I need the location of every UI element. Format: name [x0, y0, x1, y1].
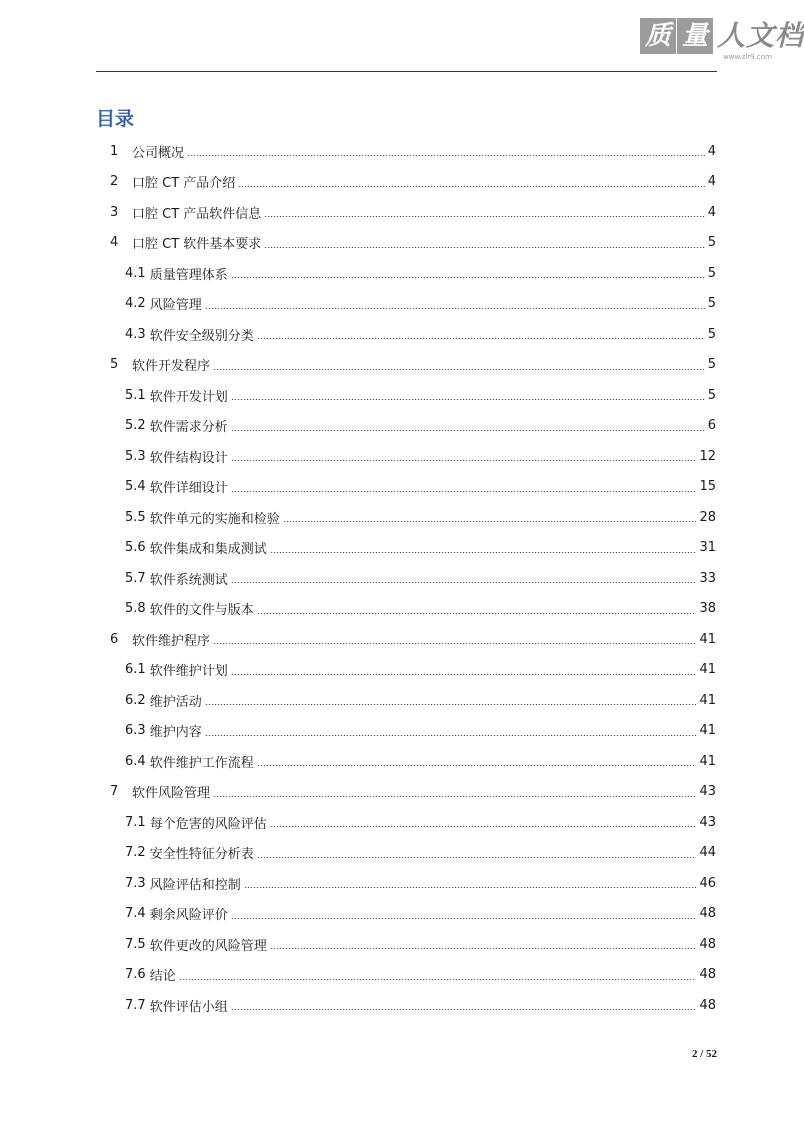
toc-entry-label: 软件详细设计	[149, 481, 228, 496]
toc-leader-dots	[257, 338, 705, 339]
toc-entry-number: 7.6	[125, 967, 146, 982]
toc-entry-page: 5	[707, 357, 716, 372]
logo-box-2: 量	[677, 18, 713, 54]
toc-entry[interactable]	[125, 258, 716, 288]
toc-leader-dots	[205, 308, 705, 309]
toc-entry-label: 软件风险管理	[132, 786, 211, 801]
toc-entry-number: 5.2	[125, 418, 146, 433]
toc-leader-dots	[257, 765, 697, 766]
toc-entry-label: 软件更改的风险管理	[149, 938, 267, 954]
toc-entry[interactable]	[125, 502, 716, 532]
toc-entry[interactable]	[125, 289, 716, 319]
toc-entry[interactable]	[110, 624, 716, 654]
toc-entry-page: 48	[699, 906, 716, 921]
toc-entry-label: 软件开发程序	[132, 359, 211, 374]
toc-entry[interactable]	[110, 167, 716, 197]
toc-entry-page: 5	[707, 235, 716, 250]
toc-entry-number: 7	[110, 784, 119, 799]
toc-entry-number: 6.4	[125, 753, 146, 769]
toc-entry-label: 剩余风险评价	[149, 908, 228, 923]
toc-entry-label: 安全性特征分析表	[149, 847, 254, 862]
toc-entry-label: 风险评估和控制	[149, 877, 241, 893]
toc-entry-page: 5	[707, 326, 716, 342]
toc-entry-page: 31	[699, 540, 716, 555]
toc-entry-label: 质量管理体系	[149, 267, 228, 283]
toc-entry[interactable]	[125, 563, 716, 593]
toc-entry-page: 48	[699, 967, 716, 982]
toc-entry[interactable]	[110, 777, 716, 807]
toc-entry-page: 41	[699, 631, 716, 647]
toc-entry-number: 7.1	[125, 814, 146, 830]
toc-leader-dots	[213, 643, 696, 644]
toc-entry-label: 软件维护程序	[132, 633, 211, 649]
toc-entry-label: 软件开发计划	[149, 389, 228, 405]
toc-leader-dots	[257, 857, 697, 858]
toc-entry-number: 5.4	[125, 479, 146, 494]
toc-entry-page: 48	[699, 936, 716, 952]
toc-entry-number: 7.7	[125, 997, 146, 1013]
toc-entry-number: 3	[110, 204, 119, 220]
toc-leader-dots	[231, 1009, 697, 1010]
toc-leader-dots	[270, 552, 697, 553]
toc-entry-page: 5	[707, 265, 716, 281]
toc-entry-number: 4.2	[125, 296, 146, 311]
toc-entry-page: 41	[699, 723, 716, 738]
toc-title: 目录	[96, 108, 135, 130]
toc-entry[interactable]	[125, 990, 716, 1020]
toc-entry-label: 软件结构设计	[149, 450, 228, 466]
toc-entry[interactable]	[110, 350, 716, 380]
toc-entry-page: 43	[699, 814, 716, 830]
toc-entry-label: 软件单元的实施和检验	[149, 511, 280, 527]
toc-entry[interactable]	[125, 655, 716, 685]
toc-entry[interactable]	[125, 899, 716, 929]
toc-entry[interactable]	[125, 746, 716, 776]
toc-leader-dots	[270, 826, 697, 827]
toc-entry-label: 软件安全级别分类	[149, 328, 254, 344]
toc-entry[interactable]	[125, 929, 716, 959]
toc-entry-page: 41	[699, 662, 716, 677]
toc-entry-number: 7.4	[125, 906, 146, 921]
toc-entry-page: 5	[707, 387, 716, 403]
toc-entry-label: 公司概况	[132, 145, 185, 161]
toc-entry[interactable]	[125, 411, 716, 441]
toc-entry-number: 6.1	[125, 662, 146, 677]
toc-leader-dots	[179, 979, 697, 980]
toc-entry-number: 4.3	[125, 326, 146, 342]
toc-leader-dots	[231, 430, 705, 431]
toc-entry-label: 结论	[149, 969, 176, 984]
toc-entry-page: 38	[699, 601, 716, 616]
toc-entry-number: 5.7	[125, 570, 146, 586]
toc-entry-label: 口腔 CT 产品介绍	[132, 176, 236, 191]
toc-entry-label: 软件维护工作流程	[149, 755, 254, 771]
toc-entry-page: 4	[707, 174, 716, 189]
toc-entry[interactable]	[125, 868, 716, 898]
toc-entry-number: 5.6	[125, 540, 146, 555]
toc-entry[interactable]	[125, 685, 716, 715]
toc-leader-dots	[205, 735, 697, 736]
toc-leader-dots	[231, 460, 697, 461]
toc-leader-dots	[231, 399, 705, 400]
toc-leader-dots	[231, 918, 697, 919]
toc-entry-number: 5.1	[125, 387, 146, 403]
toc-entry-label: 软件集成和集成测试	[149, 542, 267, 557]
logo-box-1: 质	[640, 18, 676, 54]
toc-entry-label: 口腔 CT 产品软件信息	[132, 206, 262, 222]
toc-entry-number: 5.5	[125, 509, 146, 525]
toc-entry-number: 6	[110, 631, 119, 647]
toc-entry[interactable]	[125, 716, 716, 746]
page-number: 2 / 52	[691, 1048, 717, 1060]
toc-entry-page: 5	[707, 296, 716, 311]
toc-entry-number: 6.3	[125, 723, 146, 738]
toc-entry-label: 口腔 CT 软件基本要求	[132, 237, 262, 252]
toc-leader-dots	[231, 582, 697, 583]
toc-leader-dots	[205, 704, 697, 705]
logo-mark	[640, 18, 804, 56]
toc-entry-page: 41	[699, 753, 716, 769]
toc-leader-dots	[264, 216, 704, 217]
toc-entry[interactable]	[125, 441, 716, 471]
toc-leader-dots	[231, 491, 697, 492]
toc-leader-dots	[231, 277, 705, 278]
toc-leader-dots	[213, 369, 705, 370]
toc-entry-number: 4	[110, 235, 119, 250]
toc-entry-label: 软件维护计划	[149, 664, 228, 679]
toc-leader-dots	[264, 247, 704, 248]
toc-entry[interactable]	[110, 197, 716, 227]
toc-entry-label: 软件评估小组	[149, 999, 228, 1015]
toc-entry-number: 4.1	[125, 265, 146, 281]
toc-entry-page: 4	[707, 143, 716, 159]
toc-entry-label: 维护活动	[149, 694, 202, 710]
toc-leader-dots	[187, 155, 705, 156]
toc-entry-number: 7.3	[125, 875, 146, 891]
toc-entry[interactable]	[125, 807, 716, 837]
toc-leader-dots	[213, 796, 696, 797]
logo-text: 人文档	[717, 19, 804, 52]
toc-entry[interactable]	[125, 380, 716, 410]
toc-entry-page: 28	[699, 509, 716, 525]
toc-entry-page: 12	[699, 448, 716, 464]
toc-entry[interactable]	[125, 533, 716, 563]
toc-entry-label: 风险管理	[149, 298, 202, 313]
toc-entry-page: 43	[699, 784, 716, 799]
brand-logo	[640, 18, 804, 64]
toc-leader-dots	[238, 186, 704, 187]
toc-leader-dots	[244, 887, 697, 888]
toc-entry-page: 44	[699, 845, 716, 860]
toc-leader-dots	[270, 948, 697, 949]
header-divider	[96, 71, 717, 72]
toc-entry[interactable]	[125, 838, 716, 868]
toc-entry-number: 7.5	[125, 936, 146, 952]
toc-leader-dots	[257, 613, 697, 614]
toc-entry[interactable]	[125, 472, 716, 502]
toc-entry-number: 7.2	[125, 845, 146, 860]
toc-entry[interactable]	[110, 136, 716, 166]
toc-entry-number: 2	[110, 174, 119, 189]
toc-entry-page: 4	[707, 204, 716, 220]
toc-entry-page: 6	[707, 418, 716, 433]
toc-entry-label: 维护内容	[149, 725, 202, 740]
toc-entry-label: 软件的文件与版本	[149, 603, 254, 618]
toc-entry-page: 41	[699, 692, 716, 708]
logo-url: www.zlr9.com	[723, 53, 772, 61]
toc-entry-page: 46	[699, 875, 716, 891]
toc-entry-number: 5	[110, 357, 119, 372]
toc-entry-page: 48	[699, 997, 716, 1013]
toc-entry[interactable]	[125, 960, 716, 990]
toc-entry-page: 33	[699, 570, 716, 586]
toc-leader-dots	[283, 521, 697, 522]
toc-entry[interactable]	[125, 319, 716, 349]
toc-entry-label: 软件系统测试	[149, 572, 228, 588]
toc-entry-page: 15	[699, 479, 716, 494]
toc-entry[interactable]	[125, 594, 716, 624]
toc-entry-label: 软件需求分析	[149, 420, 228, 435]
toc-entry-number: 1	[110, 143, 119, 159]
toc-entry-number: 5.8	[125, 601, 146, 616]
toc-entry-number: 5.3	[125, 448, 146, 464]
toc-entry[interactable]	[110, 228, 716, 258]
toc-entry-number: 6.2	[125, 692, 146, 708]
toc-entry-label: 每个危害的风险评估	[149, 816, 267, 832]
toc-leader-dots	[231, 674, 697, 675]
